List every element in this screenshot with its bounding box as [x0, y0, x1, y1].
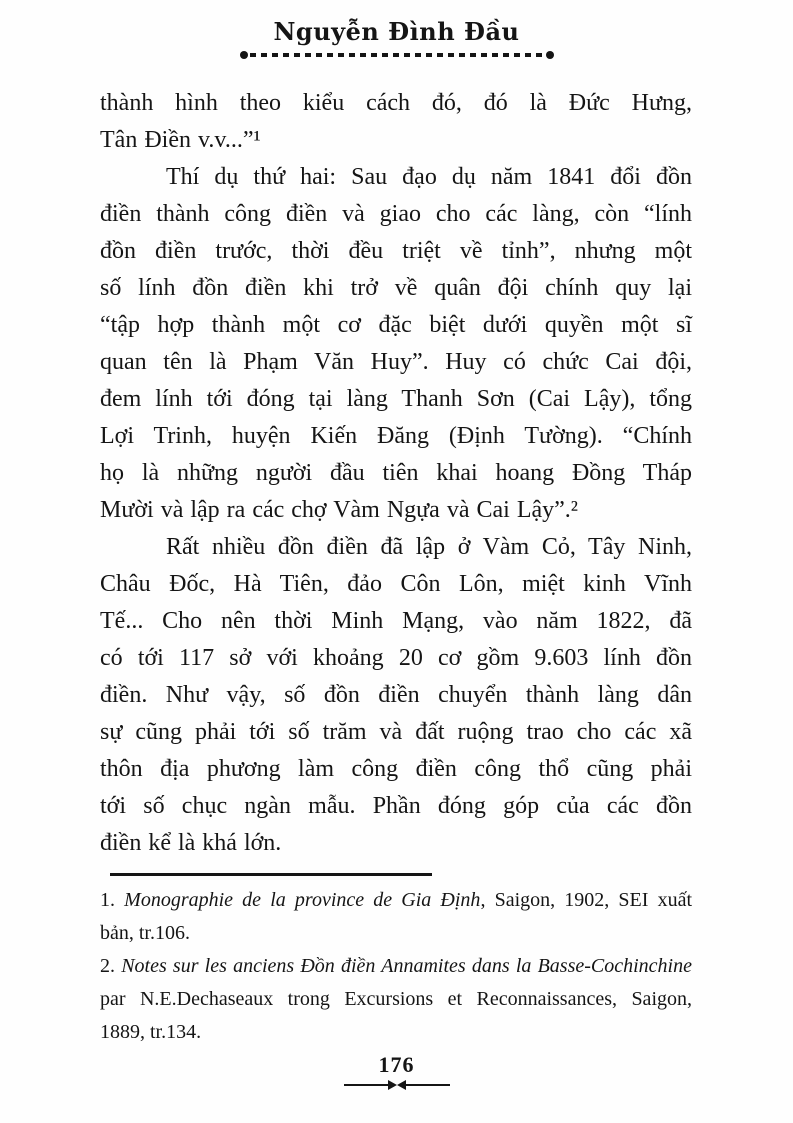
ornament-line-right: [406, 1084, 450, 1086]
footnote-text: 2.: [100, 955, 122, 977]
body-line: “tập hợp thành một cơ đặc biệt dưới quyền một sĩ: [100, 312, 692, 338]
footnote-line: [100, 983, 692, 1016]
footnotes: [100, 884, 692, 1049]
body-line: Lợi Trinh, huyện Kiến Đăng (Định Tường). “Chính: [100, 423, 692, 449]
body-line: điền thành công điền và giao cho các làng, còn “lính: [100, 201, 692, 227]
body-line: thôn địa phương làm công điền công thổ cũng phải: [100, 756, 692, 782]
body-line: điền kể là khá lớn.: [100, 830, 282, 856]
ornament-line-left: [344, 1084, 388, 1086]
page-footer: [0, 1052, 793, 1090]
body-line: đồn điền trước, thời đều triệt về tỉnh”, nhưng một: [100, 238, 692, 264]
body-text: [100, 85, 692, 862]
body-line: thành hình theo kiểu cách đó, đó là Đức Hưng,: [100, 90, 692, 116]
body-line: số lính đồn điền khi trở về quân đội chính quy lại: [100, 275, 692, 301]
footnote-text: bản, tr.106.: [100, 922, 190, 944]
footer-ornament-rule: [344, 1080, 450, 1090]
footnote-text: 1.: [100, 889, 125, 911]
body-line: Mười và lập ra các chợ Vàm Ngựa và Cai Lậy”.²: [100, 497, 578, 523]
body-line: Rất nhiều đồn điền đã lập ở Vàm Cỏ, Tây Ninh,: [166, 534, 692, 560]
body-line: Châu Đốc, Hà Tiên, đảo Côn Lôn, miệt kinh Vĩnh: [100, 571, 692, 597]
author-name: Nguyễn Đình Đầu: [273, 17, 520, 46]
footnote-line: [100, 1016, 692, 1049]
footnote-text: , Saigon, 1902, SEI xuất: [480, 889, 693, 911]
page-number: 176: [378, 1052, 415, 1077]
footnote-title-italic: Monographie de la province de Gia Định: [124, 889, 481, 911]
body-line: đem lính tới đóng tại làng Thanh Sơn (Cai Lậy), tổng: [100, 386, 692, 412]
footnote-text: 1889, tr.134.: [100, 1021, 202, 1043]
footnote-separator-rule: [110, 873, 432, 876]
running-head: [0, 18, 793, 59]
body-line: có tới 117 sở với khoảng 20 cơ gồm 9.603 lính đồn: [100, 645, 692, 671]
body-line: sự cũng phải tới số trăm và đất ruộng trao cho các xã: [100, 719, 692, 745]
rule-left-dot: [240, 51, 248, 59]
body-line: tới số chục ngàn mẫu. Phần đóng góp của các đồn: [100, 793, 692, 819]
footnote-line: [100, 950, 692, 983]
rule-dashes: [250, 53, 544, 57]
body-line: Tế... Cho nên thời Minh Mạng, vào năm 1822, đã: [100, 608, 692, 634]
footnote-line: [100, 917, 692, 950]
footnote-text: par N.E.Dechaseaux trong Excursions et Reconnaissances, Saigon,: [100, 988, 692, 1010]
rule-right-dot: [546, 51, 554, 59]
footnote-line: [100, 884, 692, 917]
body-line: điền. Như vậy, số đồn điền chuyển thành làng dân: [100, 682, 692, 708]
ornament-bowtie-right-icon: [397, 1080, 406, 1090]
body-line: quan tên là Phạm Văn Huy”. Huy có chức Cai đội,: [100, 349, 692, 375]
ornament-bowtie-left-icon: [388, 1080, 397, 1090]
body-line: Tân Điền v.v...”¹: [100, 127, 261, 153]
body-line: Thí dụ thứ hai: Sau đạo dụ năm 1841 đổi đồn: [166, 164, 692, 190]
body-line: họ là những người đầu tiên khai hoang Đồng Tháp: [100, 460, 692, 486]
header-dotted-rule: [240, 51, 554, 59]
footnote-title-italic: Notes sur les anciens Đồn điền Annamites dans la Basse-Cochinchine: [121, 955, 692, 977]
